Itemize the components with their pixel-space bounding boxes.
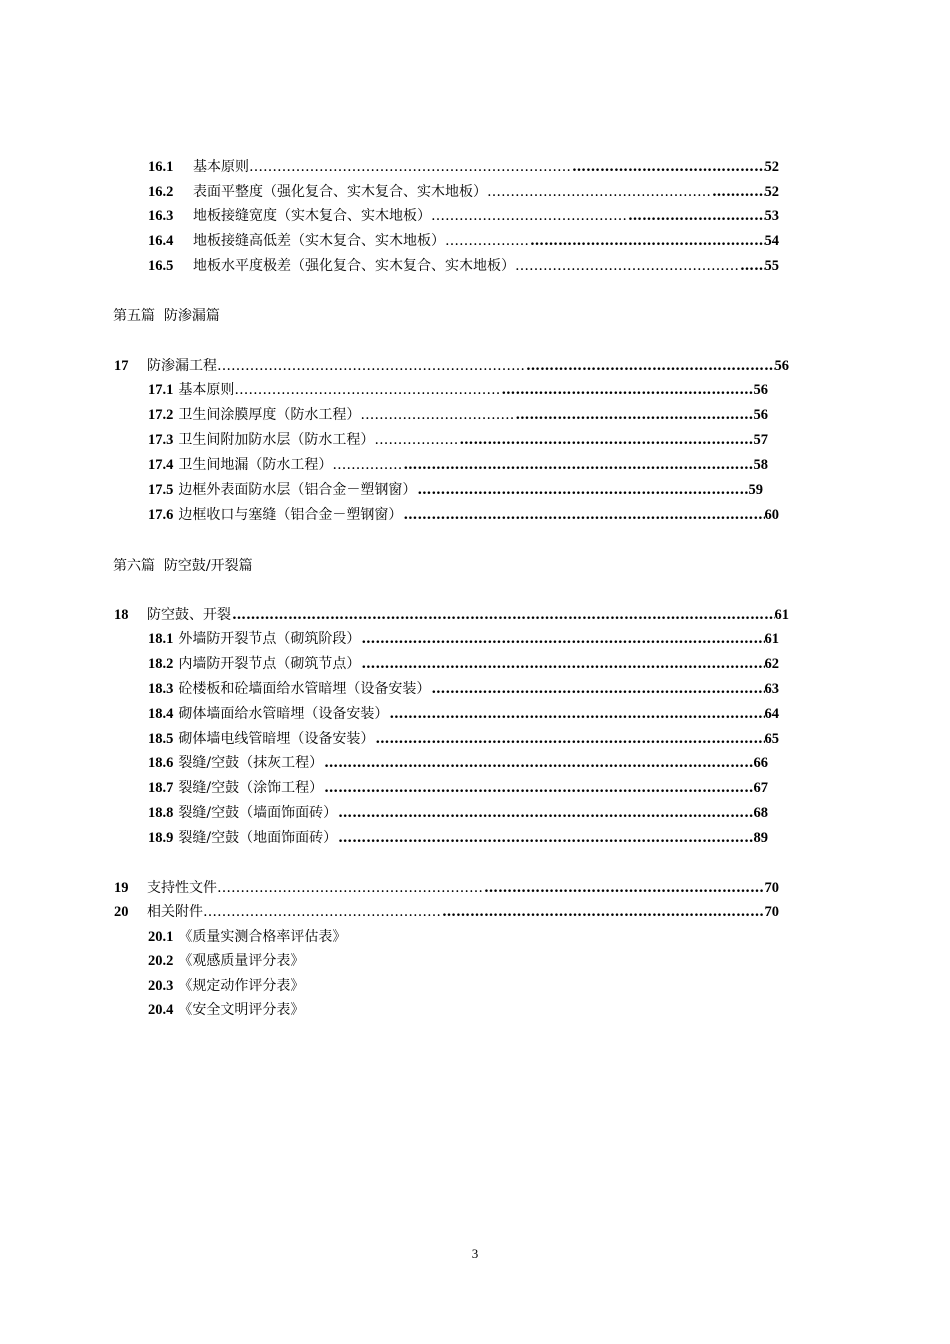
entry-page: 54 bbox=[764, 233, 779, 249]
part-name: 防空鼓/开裂篇 bbox=[163, 558, 253, 574]
chapter-page: 70 bbox=[764, 904, 779, 920]
entry-number: 17.6 bbox=[148, 507, 174, 523]
entry-page: 56 bbox=[753, 382, 768, 398]
entry-leader: …………………………………… bbox=[431, 208, 627, 224]
entry-page: 66 bbox=[753, 755, 768, 771]
toc-entry-20-1[interactable] bbox=[148, 927, 346, 947]
entry-number: 17.1 bbox=[148, 382, 174, 398]
entry-title: 地板接缝宽度（实木复合、实木地板） bbox=[193, 208, 431, 224]
entry-title: 裂缝/空鼓（抹灰工程） bbox=[178, 755, 324, 771]
entry-number: 16.4 bbox=[148, 233, 174, 249]
toc-entry-17-3[interactable] bbox=[148, 430, 768, 450]
entry-page: 64 bbox=[764, 706, 779, 722]
entry-page: 89 bbox=[753, 830, 768, 846]
toc-entry-20-4[interactable] bbox=[148, 1000, 304, 1020]
toc-entry-17-5[interactable] bbox=[148, 480, 763, 500]
dot-leader bbox=[526, 356, 775, 376]
entry-leader: ………………………………………………………… bbox=[217, 358, 525, 374]
entry-page: 60 bbox=[764, 507, 779, 523]
entry-leader: …………………………………………………………… bbox=[249, 159, 571, 175]
toc-entry-16-2[interactable] bbox=[148, 182, 779, 202]
entry-title: 《质量实测合格率评估表》 bbox=[178, 929, 347, 945]
entry-page: 62 bbox=[764, 656, 779, 672]
dot-leader bbox=[431, 679, 764, 699]
entry-number: 17.2 bbox=[148, 407, 174, 423]
toc-entry-18-8[interactable] bbox=[148, 803, 768, 823]
entry-page: 67 bbox=[753, 780, 768, 796]
part-name: 防渗漏篇 bbox=[163, 308, 220, 324]
entry-title: 边框外表面防水层（铝合金－塑钢窗） bbox=[178, 482, 417, 498]
entry-page: 52 bbox=[764, 184, 779, 200]
entry-title: 地板水平度极差（强化复合、实木复合、实木地板） bbox=[193, 258, 515, 274]
chapter-number: 18 bbox=[114, 607, 129, 623]
entry-number: 18.3 bbox=[148, 681, 174, 697]
dot-leader bbox=[417, 480, 748, 500]
entry-page: 65 bbox=[764, 731, 779, 747]
dot-leader bbox=[375, 729, 764, 749]
entry-number: 18.6 bbox=[148, 755, 174, 771]
dot-leader bbox=[712, 182, 765, 202]
toc-entry-17-6[interactable] bbox=[148, 505, 779, 525]
entry-title: 《规定动作评分表》 bbox=[178, 978, 305, 994]
entry-title: 《观感质量评分表》 bbox=[178, 953, 305, 969]
dot-leader bbox=[338, 828, 753, 848]
entry-page: 58 bbox=[753, 457, 768, 473]
toc-entry-18-2[interactable] bbox=[148, 654, 779, 674]
entry-page: 68 bbox=[753, 805, 768, 821]
entry-page: 63 bbox=[764, 681, 779, 697]
entry-number: 17.5 bbox=[148, 482, 174, 498]
dot-leader bbox=[403, 455, 753, 475]
entry-title: 卫生间附加防水层（防水工程） bbox=[178, 432, 375, 448]
entry-page: 56 bbox=[753, 407, 768, 423]
entry-leader: ………………………………………………… bbox=[234, 382, 501, 398]
entry-number: 18.5 bbox=[148, 731, 174, 747]
entry-leader: …………… bbox=[332, 457, 403, 473]
dot-leader bbox=[530, 231, 765, 251]
toc-chapter-20[interactable] bbox=[114, 902, 779, 922]
entry-number: 16.5 bbox=[148, 258, 174, 274]
toc-entry-18-5[interactable] bbox=[148, 729, 779, 749]
entry-title: 卫生间涂膜厚度（防水工程） bbox=[178, 407, 361, 423]
entry-leader: ………………………………………………… bbox=[217, 880, 483, 896]
toc-entry-17-1[interactable] bbox=[148, 380, 768, 400]
chapter-title: 支持性文件 bbox=[147, 880, 217, 896]
entry-number: 18.4 bbox=[148, 706, 174, 722]
entry-title: 卫生间地漏（防水工程） bbox=[178, 457, 333, 473]
dot-leader bbox=[324, 778, 753, 798]
entry-number: 20.4 bbox=[148, 1002, 174, 1018]
entry-title: 砼楼板和砼墙面给水管暗埋（设备安装） bbox=[178, 681, 431, 697]
toc-chapter-17[interactable] bbox=[114, 356, 789, 376]
entry-title: 边框收口与塞缝（铝合金－塑钢窗） bbox=[178, 507, 403, 523]
dot-leader bbox=[361, 654, 764, 674]
toc-entry-18-3[interactable] bbox=[148, 679, 779, 699]
part-label: 第五篇 bbox=[113, 308, 155, 324]
entry-number: 18.9 bbox=[148, 830, 174, 846]
dot-leader bbox=[403, 505, 764, 525]
toc-entry-20-3[interactable] bbox=[148, 976, 304, 996]
dot-leader bbox=[324, 753, 753, 773]
dot-leader bbox=[484, 878, 765, 898]
dot-leader bbox=[459, 430, 753, 450]
page-number: 3 bbox=[471, 1246, 479, 1261]
dot-leader bbox=[572, 157, 765, 177]
entry-page: 53 bbox=[764, 208, 779, 224]
entry-number: 16.3 bbox=[148, 208, 174, 224]
entry-number: 17.3 bbox=[148, 432, 174, 448]
part-heading-6 bbox=[113, 555, 253, 575]
toc-entry-18-7[interactable] bbox=[148, 778, 768, 798]
entry-title: 基本原则 bbox=[178, 382, 235, 398]
chapter-page: 56 bbox=[774, 358, 789, 374]
entry-title: 裂缝/空鼓（涂饰工程） bbox=[178, 780, 324, 796]
chapter-number: 19 bbox=[114, 880, 129, 896]
entry-leader: ………………………………………… bbox=[487, 184, 711, 200]
entry-leader: ………………………………………… bbox=[515, 258, 739, 274]
dot-leader bbox=[628, 206, 765, 226]
entry-number: 20.1 bbox=[148, 929, 174, 945]
toc-entry-16-5[interactable] bbox=[148, 256, 779, 276]
toc-entry-16-4[interactable] bbox=[148, 231, 779, 251]
toc-chapter-19[interactable] bbox=[114, 878, 779, 898]
chapter-number: 17 bbox=[114, 358, 129, 374]
entry-page: 61 bbox=[764, 631, 779, 647]
entry-number: 16.2 bbox=[148, 184, 174, 200]
entry-title: 砌体墙电线管暗埋（设备安装） bbox=[178, 731, 375, 747]
entry-number: 18.1 bbox=[148, 631, 174, 647]
entry-title: 表面平整度（强化复合、实木复合、实木地板） bbox=[193, 184, 487, 200]
entry-leader: …………………………………………… bbox=[203, 904, 441, 920]
entry-number: 20.3 bbox=[148, 978, 174, 994]
dot-leader bbox=[740, 256, 765, 276]
entry-page: 57 bbox=[753, 432, 768, 448]
chapter-title: 防空鼓、开裂 bbox=[147, 607, 231, 623]
toc-entry-17-2[interactable] bbox=[148, 405, 768, 425]
dot-leader bbox=[361, 629, 764, 649]
toc-entry-20-2[interactable] bbox=[148, 951, 304, 971]
part-label: 第六篇 bbox=[113, 558, 155, 574]
toc-entry-16-3[interactable] bbox=[148, 206, 779, 226]
entry-title: 外墙防开裂节点（砌筑阶段） bbox=[178, 631, 361, 647]
chapter-page: 61 bbox=[774, 607, 789, 623]
toc-entry-17-4[interactable] bbox=[148, 455, 768, 475]
entry-title: 基本原则 bbox=[193, 159, 249, 175]
dot-leader bbox=[501, 380, 753, 400]
dot-leader bbox=[442, 902, 765, 922]
entry-title: 裂缝/空鼓（墙面饰面砖） bbox=[178, 805, 338, 821]
toc-chapter-18[interactable] bbox=[114, 605, 789, 625]
dot-leader bbox=[515, 405, 753, 425]
entry-title: 地板接缝高低差（实木复合、实木地板） bbox=[193, 233, 445, 249]
entry-leader: …………………………… bbox=[360, 407, 515, 423]
entry-number: 16.1 bbox=[148, 159, 174, 175]
toc-entry-18-4[interactable] bbox=[148, 704, 779, 724]
entry-page: 52 bbox=[764, 159, 779, 175]
chapter-number: 20 bbox=[114, 904, 129, 920]
entry-title: 砌体墙面给水管暗埋（设备安装） bbox=[178, 706, 389, 722]
dot-leader bbox=[389, 704, 764, 724]
dot-leader bbox=[232, 605, 775, 625]
entry-number: 18.7 bbox=[148, 780, 174, 796]
dot-leader bbox=[338, 803, 753, 823]
entry-page: 59 bbox=[748, 482, 763, 498]
entry-page: 55 bbox=[764, 258, 779, 274]
part-heading-5 bbox=[113, 305, 220, 325]
toc-entry-18-1[interactable] bbox=[148, 629, 779, 649]
entry-leader: ……………… bbox=[445, 233, 529, 249]
chapter-title: 防渗漏工程 bbox=[147, 358, 217, 374]
toc-entry-16-1[interactable] bbox=[148, 157, 779, 177]
entry-title: 《安全文明评分表》 bbox=[178, 1002, 305, 1018]
entry-number: 17.4 bbox=[148, 457, 174, 473]
entry-leader: ……………… bbox=[374, 432, 459, 448]
entry-number: 18.8 bbox=[148, 805, 174, 821]
chapter-page: 70 bbox=[764, 880, 779, 896]
entry-number: 18.2 bbox=[148, 656, 174, 672]
toc-entry-18-6[interactable] bbox=[148, 753, 768, 773]
entry-title: 内墙防开裂节点（砌筑节点） bbox=[178, 656, 361, 672]
toc-entry-18-9[interactable] bbox=[148, 828, 768, 848]
entry-number: 20.2 bbox=[148, 953, 174, 969]
entry-title: 裂缝/空鼓（地面饰面砖） bbox=[178, 830, 338, 846]
chapter-title: 相关附件 bbox=[147, 904, 203, 920]
